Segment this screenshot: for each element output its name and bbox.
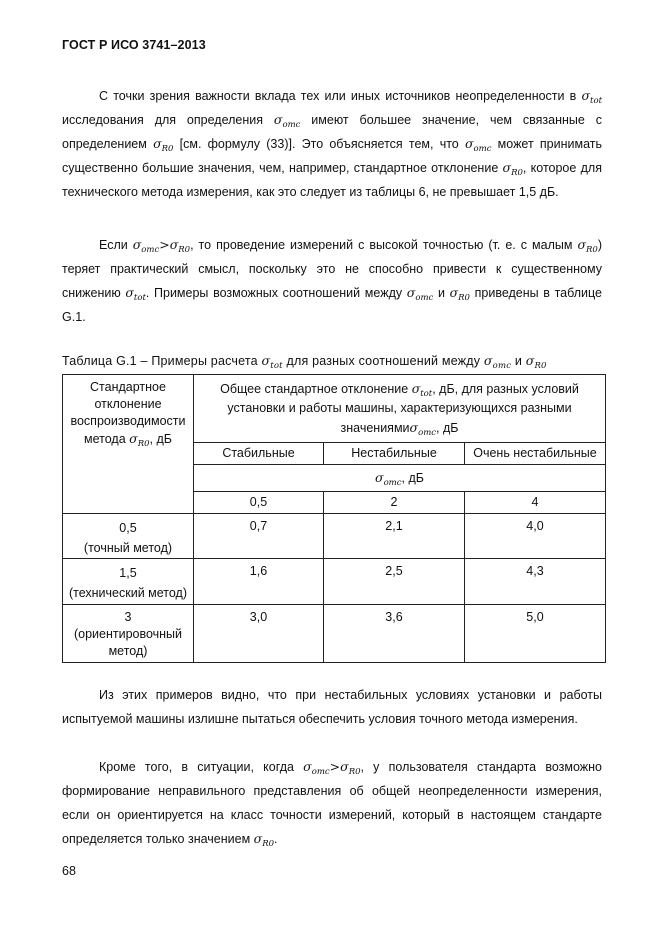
value-cell: 2,1 bbox=[324, 514, 465, 559]
sigma-tot-symbol: $\sigma_{tot}$ bbox=[581, 88, 602, 106]
sigma-r0-symbol: $\sigma_{R0}$ bbox=[525, 353, 547, 371]
table-caption: Таблица G.1 – Примеры расчета $\sigma_{tot}$ для разных соотношений между $\sigma_{omc}$ и $\sigma_{R0}$ bbox=[62, 353, 547, 371]
page-number: 68 bbox=[62, 864, 76, 878]
group-header-cell: Общее стандартное отклонение $\sigma_{tot}$, дБ, для разных условий установки и работы машины, характеризующихся разными значениямиσ$_{omc}$, дБ bbox=[194, 375, 606, 443]
table-row bbox=[63, 559, 606, 605]
p1-text-4: [см. формулу (33)]. Это объясняется тем, что bbox=[173, 137, 465, 151]
paragraph-1 bbox=[62, 84, 602, 204]
sigma-tot-symbol: $\sigma_{tot}$ bbox=[261, 353, 283, 371]
sigma-r0-symbol: $\sigma_{R0}$ bbox=[577, 237, 598, 255]
p3-text-1: Из этих примеров видно, что при нестабильных условиях установки и работы испытуемой машины излишне пытаться обеспечить условия точного метода измерения. bbox=[62, 688, 602, 726]
condition-header: Нестабильные bbox=[324, 443, 465, 465]
sigma-omc-gt-sigma-r0-formula: $\sigma_{omc}>\sigma_{R0}$ bbox=[132, 237, 191, 255]
p4-text-2: , у пользователя стандарта возможно формирование неправильного представления об общей неопределенности измерения, если он ориентируется на класс точности измерений, который в настоящем стандарте определяется только значением bbox=[62, 760, 602, 846]
sigma-tot-symbol: $\sigma_{tot}$ bbox=[411, 381, 433, 399]
value-cell: 1,6 bbox=[194, 559, 324, 605]
value-cell: 3,6 bbox=[324, 605, 465, 663]
p4-text-1: Кроме того, в ситуации, когда bbox=[99, 760, 304, 774]
sigma-omc-symbol: $\sigma_{omc}$ bbox=[273, 112, 301, 130]
sigma-r0-symbol: $\sigma_{R0}$ bbox=[502, 160, 523, 178]
omc-value: 2 bbox=[324, 492, 465, 514]
method-cell: 1,5 (технический метод) bbox=[63, 559, 194, 605]
value-cell: 4,0 bbox=[465, 514, 606, 559]
table-row bbox=[63, 605, 606, 663]
sigma-omc-symbol: $\sigma_{omc}$ bbox=[409, 420, 437, 438]
omc-value: 0,5 bbox=[194, 492, 324, 514]
sigma-r0-symbol: $\sigma_{R0}$ bbox=[129, 431, 150, 449]
table-row bbox=[63, 514, 606, 559]
p1-text-6: , которое для технического метода измерения, как это следует из таблицы 6, не превышает 1,5 дБ. bbox=[62, 161, 602, 199]
p2-text-6: приведены в таблице G.1. bbox=[62, 286, 602, 324]
paragraph-2 bbox=[62, 233, 602, 329]
p1-text-3: имеют большее значение, чем связанные с определением bbox=[62, 113, 602, 151]
condition-header: Очень нестабильные bbox=[465, 443, 606, 465]
omc-unit-header: $\sigma_{omc}$, дБ bbox=[194, 465, 606, 492]
method-cell: 3 (ориентировочный метод) bbox=[63, 605, 194, 663]
p2-text-2: , то проведение измерений с высокой точностью (т. е. с малым bbox=[190, 238, 578, 252]
value-cell: 2,5 bbox=[324, 559, 465, 605]
value-cell: 5,0 bbox=[465, 605, 606, 663]
value-cell: 0,7 bbox=[194, 514, 324, 559]
sigma-omc-symbol: $\sigma_{omc}$ bbox=[464, 136, 492, 154]
value-cell: 4,3 bbox=[465, 559, 606, 605]
p1-text-1: С точки зрения важности вклада тех или иных источников неопределенности в bbox=[99, 89, 582, 103]
sigma-omc-symbol: $\sigma_{omc}$ bbox=[483, 353, 512, 371]
sigma-omc-gt-sigma-r0-formula: $\sigma_{omc}>\sigma_{R0}$ bbox=[303, 759, 361, 777]
p2-text-1: Если bbox=[99, 238, 133, 252]
document-header: ГОСТ Р ИСО 3741–2013 bbox=[62, 38, 206, 52]
sigma-r0-symbol: $\sigma_{R0}$ bbox=[153, 136, 174, 154]
method-cell: 0,5 (точный метод) bbox=[63, 514, 194, 559]
p2-text-4: . Примеры возможных соотношений между bbox=[145, 286, 407, 300]
sigma-omc-symbol: $\sigma_{omc}$ bbox=[406, 285, 434, 303]
table-g1 bbox=[62, 374, 606, 663]
row-header-cell: Стандартное отклонение воспроизводимости метода $\sigma_{R0}$, дБ bbox=[63, 375, 194, 514]
sigma-r0-symbol: $\sigma_{R0}$ bbox=[449, 285, 470, 303]
value-cell: 3,0 bbox=[194, 605, 324, 663]
omc-value: 4 bbox=[465, 492, 606, 514]
p4-text-3: . bbox=[274, 832, 278, 846]
sigma-omc-symbol: $\sigma_{omc}$ bbox=[375, 470, 402, 488]
paragraph-3 bbox=[62, 683, 602, 731]
p1-text-5: может принимать существенно большие значения, чем, например, стандартное отклонение bbox=[62, 137, 602, 175]
sigma-r0-symbol: $\sigma_{R0}$ bbox=[253, 831, 274, 849]
p1-text-2: исследования для определения bbox=[62, 113, 274, 127]
paragraph-4 bbox=[62, 755, 602, 851]
sigma-tot-symbol: $\sigma_{tot}$ bbox=[125, 285, 146, 303]
p2-text-5: и bbox=[433, 286, 450, 300]
condition-header: Стабильные bbox=[194, 443, 324, 465]
p2-text-3: ) теряет практический смысл, поскольку это не способно привести к существенному снижению bbox=[62, 238, 602, 300]
